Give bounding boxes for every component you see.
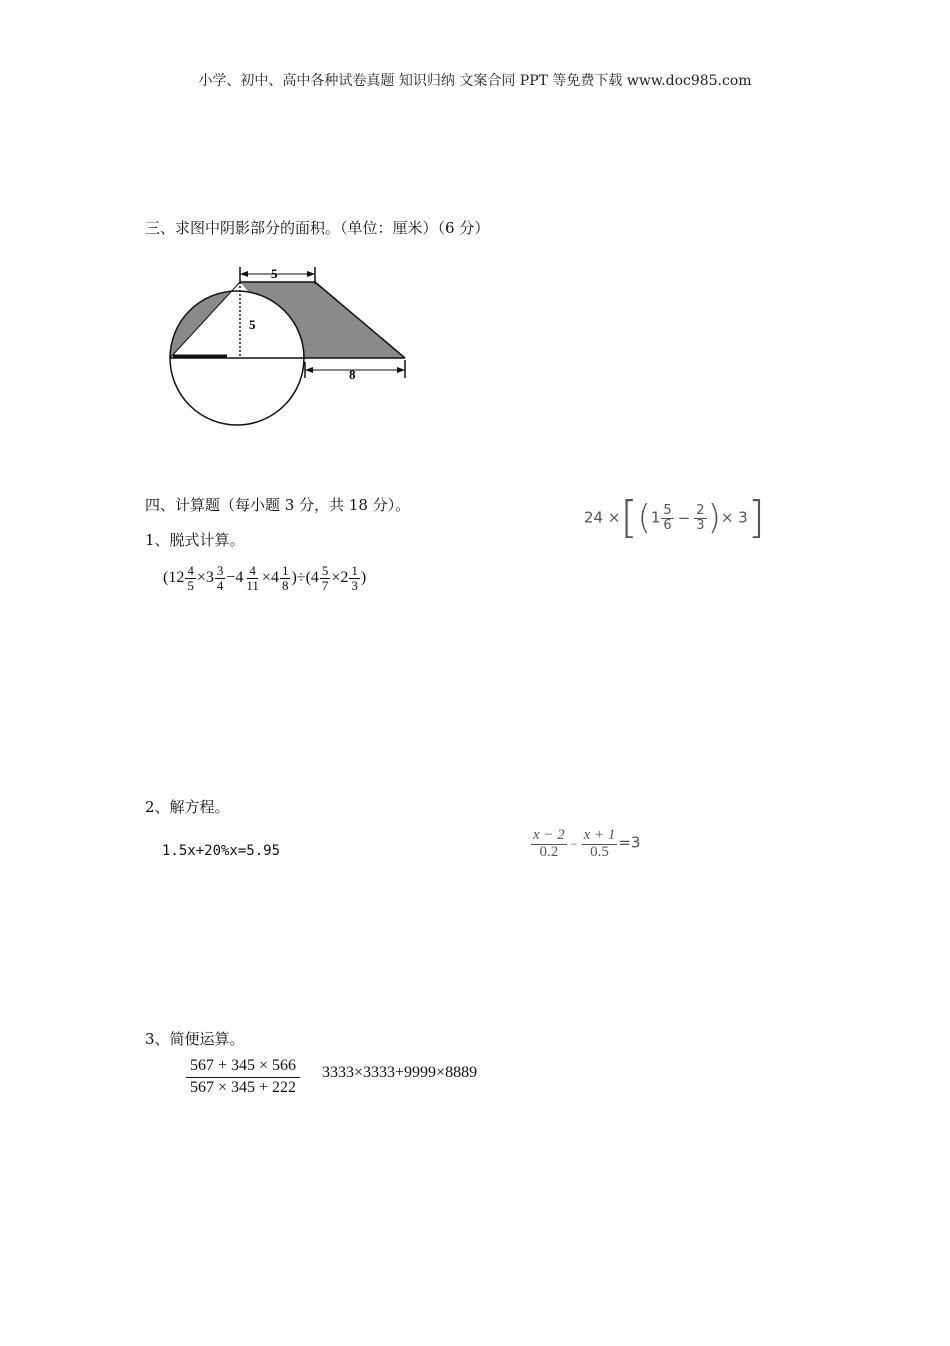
q3-expression-1 [185, 1058, 301, 1097]
expr-part: ×4 [261, 568, 279, 586]
label-bottom: 8 [349, 367, 356, 382]
fraction: $\frac{1}{8}$ [281, 563, 289, 593]
fraction: $\frac{567 + 345 \times 566}{567 \times 345 + 222}$ [186, 1058, 300, 1097]
fraction: $\frac{2}{3}$ [696, 502, 705, 533]
expr-part: − [570, 836, 578, 851]
fraction: $\frac{5}{6}$ [663, 502, 672, 533]
label-height: 5 [249, 317, 256, 332]
expr-part: (12 [163, 568, 185, 586]
q2-title: 2、解方程。 [145, 798, 230, 816]
dim-top-arrow-right [307, 271, 315, 277]
fraction: $\frac{3}{4}$ [216, 563, 224, 593]
dim-bottom-arrow-right [397, 367, 405, 373]
expr-part: )÷(4 [291, 568, 319, 586]
q1-expression-1 [163, 564, 366, 592]
left-paren: ( [637, 498, 651, 538]
fraction: $\frac{4}{11}$ [246, 563, 259, 593]
right-square-bracket: ] [747, 492, 765, 543]
expr-part: × 3 [720, 508, 748, 527]
expr-part: ×3 [196, 568, 214, 586]
expr-part: ) [360, 568, 367, 586]
expr-part: ×2 [331, 568, 349, 586]
shaded-area-figure [165, 262, 415, 432]
fraction: $\frac{x - 2}{0.2}$ [533, 827, 565, 860]
expr-part: =3 [618, 833, 641, 852]
dim-bottom-arrow-left [305, 367, 313, 373]
q2-equation-1: 1.5x+20%x=5.95 [162, 843, 281, 859]
expr-part: 1 [650, 508, 661, 527]
expr-part: 24 × [584, 508, 621, 527]
left-square-bracket: [ [620, 492, 638, 543]
q3-title: 3、简便运算。 [145, 1030, 245, 1048]
q1-expression-2 [584, 492, 765, 543]
right-paren: ) [707, 498, 721, 538]
expr-part: − [677, 508, 691, 527]
fraction: $\frac{x + 1}{0.5}$ [583, 827, 616, 860]
expr-part: −4 [226, 568, 244, 586]
section-3-title: 三、求图中阴影部分的面积。（单位：厘米）（6 分） [145, 219, 490, 237]
fraction: $\frac{1}{3}$ [351, 563, 358, 593]
dim-top-arrow-left [240, 271, 248, 277]
page-header: 小学、初中、高中各种试卷真题 知识归纳 文案合同 PPT 等免费下载 www.doc985.com [198, 73, 752, 89]
q3-expression-2: 3333×3333+9999×8889 [322, 1064, 478, 1081]
fraction: $\frac{4}{5}$ [187, 563, 194, 593]
q2-equation-2 [530, 828, 640, 861]
label-top: 5 [271, 266, 278, 281]
q1-title: 1、脱式计算。 [145, 531, 245, 549]
section-4-title: 四、计算题（每小题 3 分，共 18 分）。 [145, 496, 411, 514]
fraction: $\frac{5}{7}$ [321, 563, 329, 593]
